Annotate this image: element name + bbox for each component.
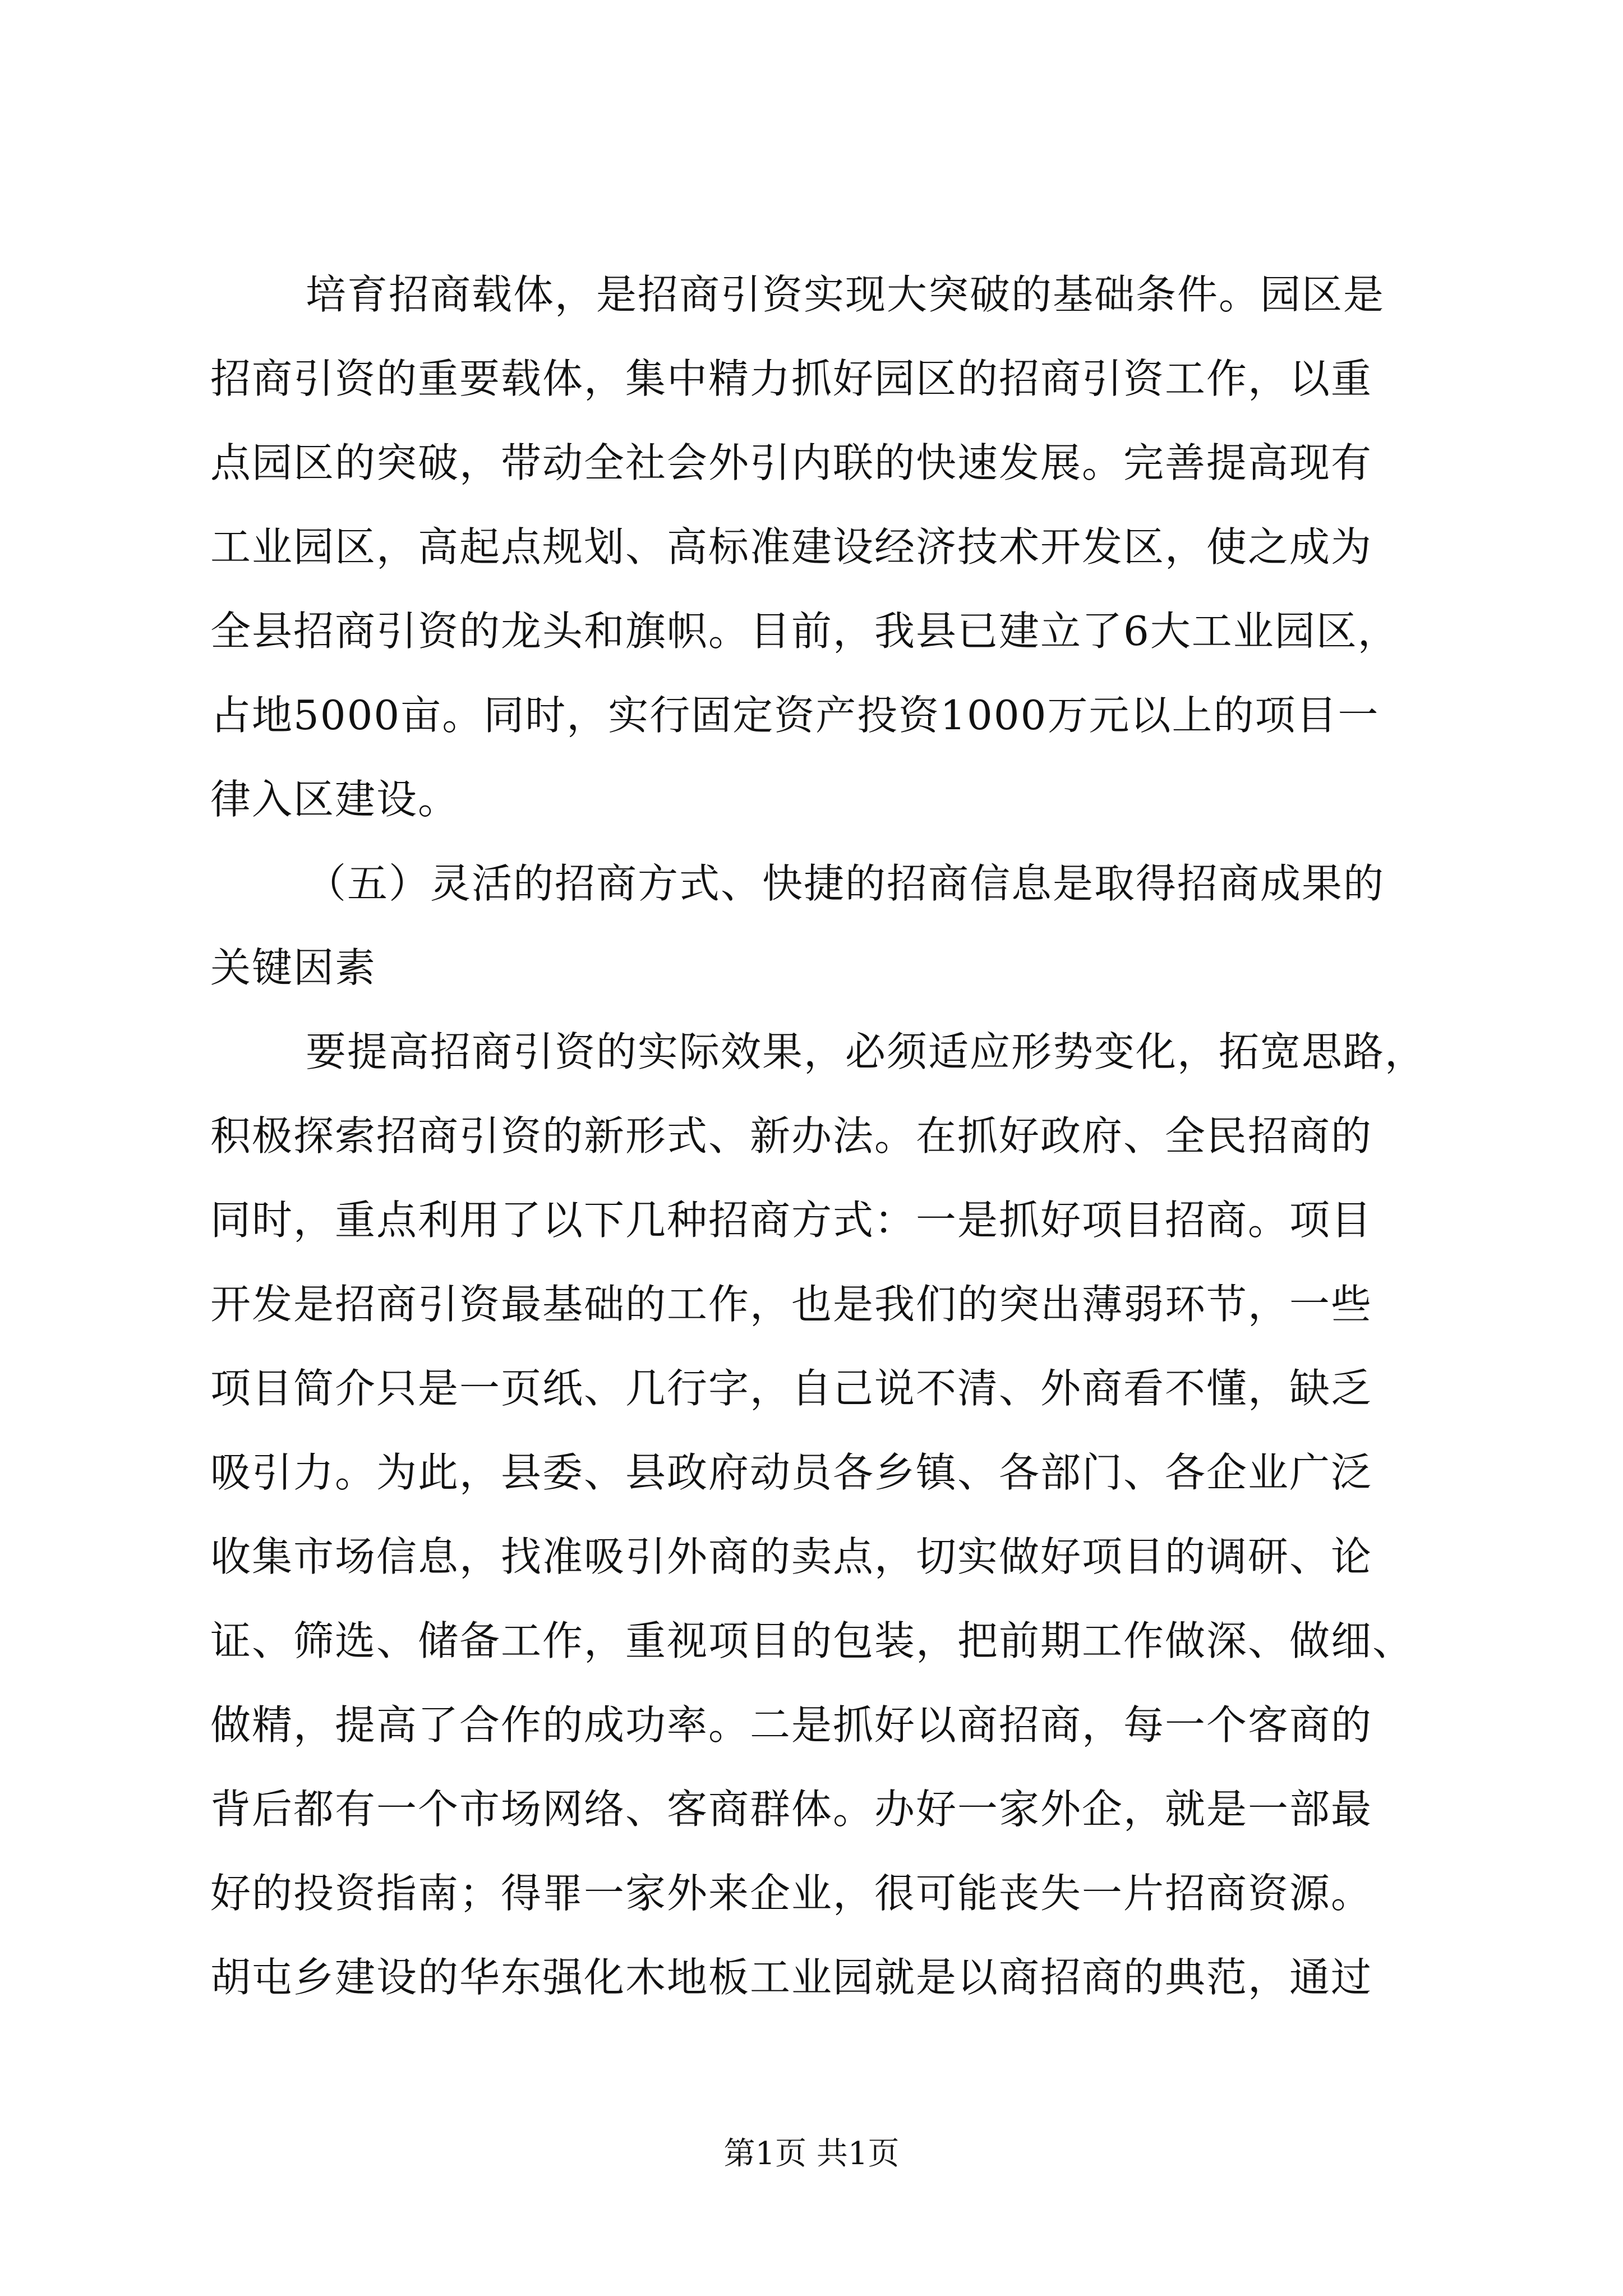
paragraph-line: 背后都有一个市场网络、客商群体。办好一家外企，就是一部最	[210, 1786, 1373, 1833]
section-heading-line: （五）灵活的招商方式、快捷的招商信息是取得招商成果的	[306, 860, 1385, 907]
paragraph-line: 培育招商载体，是招商引资实现大突破的基础条件。园区是	[306, 271, 1385, 318]
paragraph-line: 胡屯乡建设的华东强化木地板工业园就是以商招商的典范，通过	[210, 1954, 1373, 2001]
paragraph-line: 要提高招商引资的实际效果，必须适应形势变化，拓宽思路，	[306, 1028, 1427, 1075]
paragraph-line: 好的投资指南；得罪一家外来企业，很可能丧失一片招商资源。	[210, 1870, 1373, 1917]
paragraph-line: 同时，重点利用了以下几种招商方式：一是抓好项目招商。项目	[210, 1197, 1373, 1244]
paragraph-line: 收集市场信息，找准吸引外商的卖点，切实做好项目的调研、论	[210, 1533, 1373, 1580]
paragraph-line: 工业园区，高起点规划、高标准建设经济技术开发区，使之成为	[210, 523, 1373, 570]
page-footer: 第1页 共1页	[723, 2136, 900, 2172]
paragraph-line: 证、筛选、储备工作，重视项目的包装，把前期工作做深、做细、	[210, 1617, 1414, 1664]
paragraph-line: 开发是招商引资最基础的工作，也是我们的突出薄弱环节，一些	[210, 1281, 1373, 1328]
paragraph-line: 点园区的突破，带动全社会外引内联的快速发展。完善提高现有	[210, 439, 1373, 486]
paragraph-line: 招商引资的重要载体，集中精力抓好园区的招商引资工作，以重	[210, 355, 1373, 402]
paragraph-line: 项目简介只是一页纸、几行字，自己说不清、外商看不懂，缺乏	[210, 1365, 1373, 1412]
paragraph-line: 全县招商引资的龙头和旗帜。目前，我县已建立了6大工业园区，	[210, 608, 1399, 655]
paragraph-line: 占地5000亩。同时，实行固定资产投资1000万元以上的项目一	[210, 692, 1380, 739]
section-heading-line: 关键因素	[210, 944, 377, 991]
paragraph-line: 积极探索招商引资的新形式、新办法。在抓好政府、全民招商的	[210, 1112, 1373, 1159]
paragraph-line: 做精，提高了合作的成功率。二是抓好以商招商，每一个客商的	[210, 1701, 1373, 1749]
paragraph-line: 吸引力。为此，县委、县政府动员各乡镇、各部门、各企业广泛	[210, 1449, 1373, 1496]
paragraph-line: 律入区建设。	[210, 776, 460, 823]
